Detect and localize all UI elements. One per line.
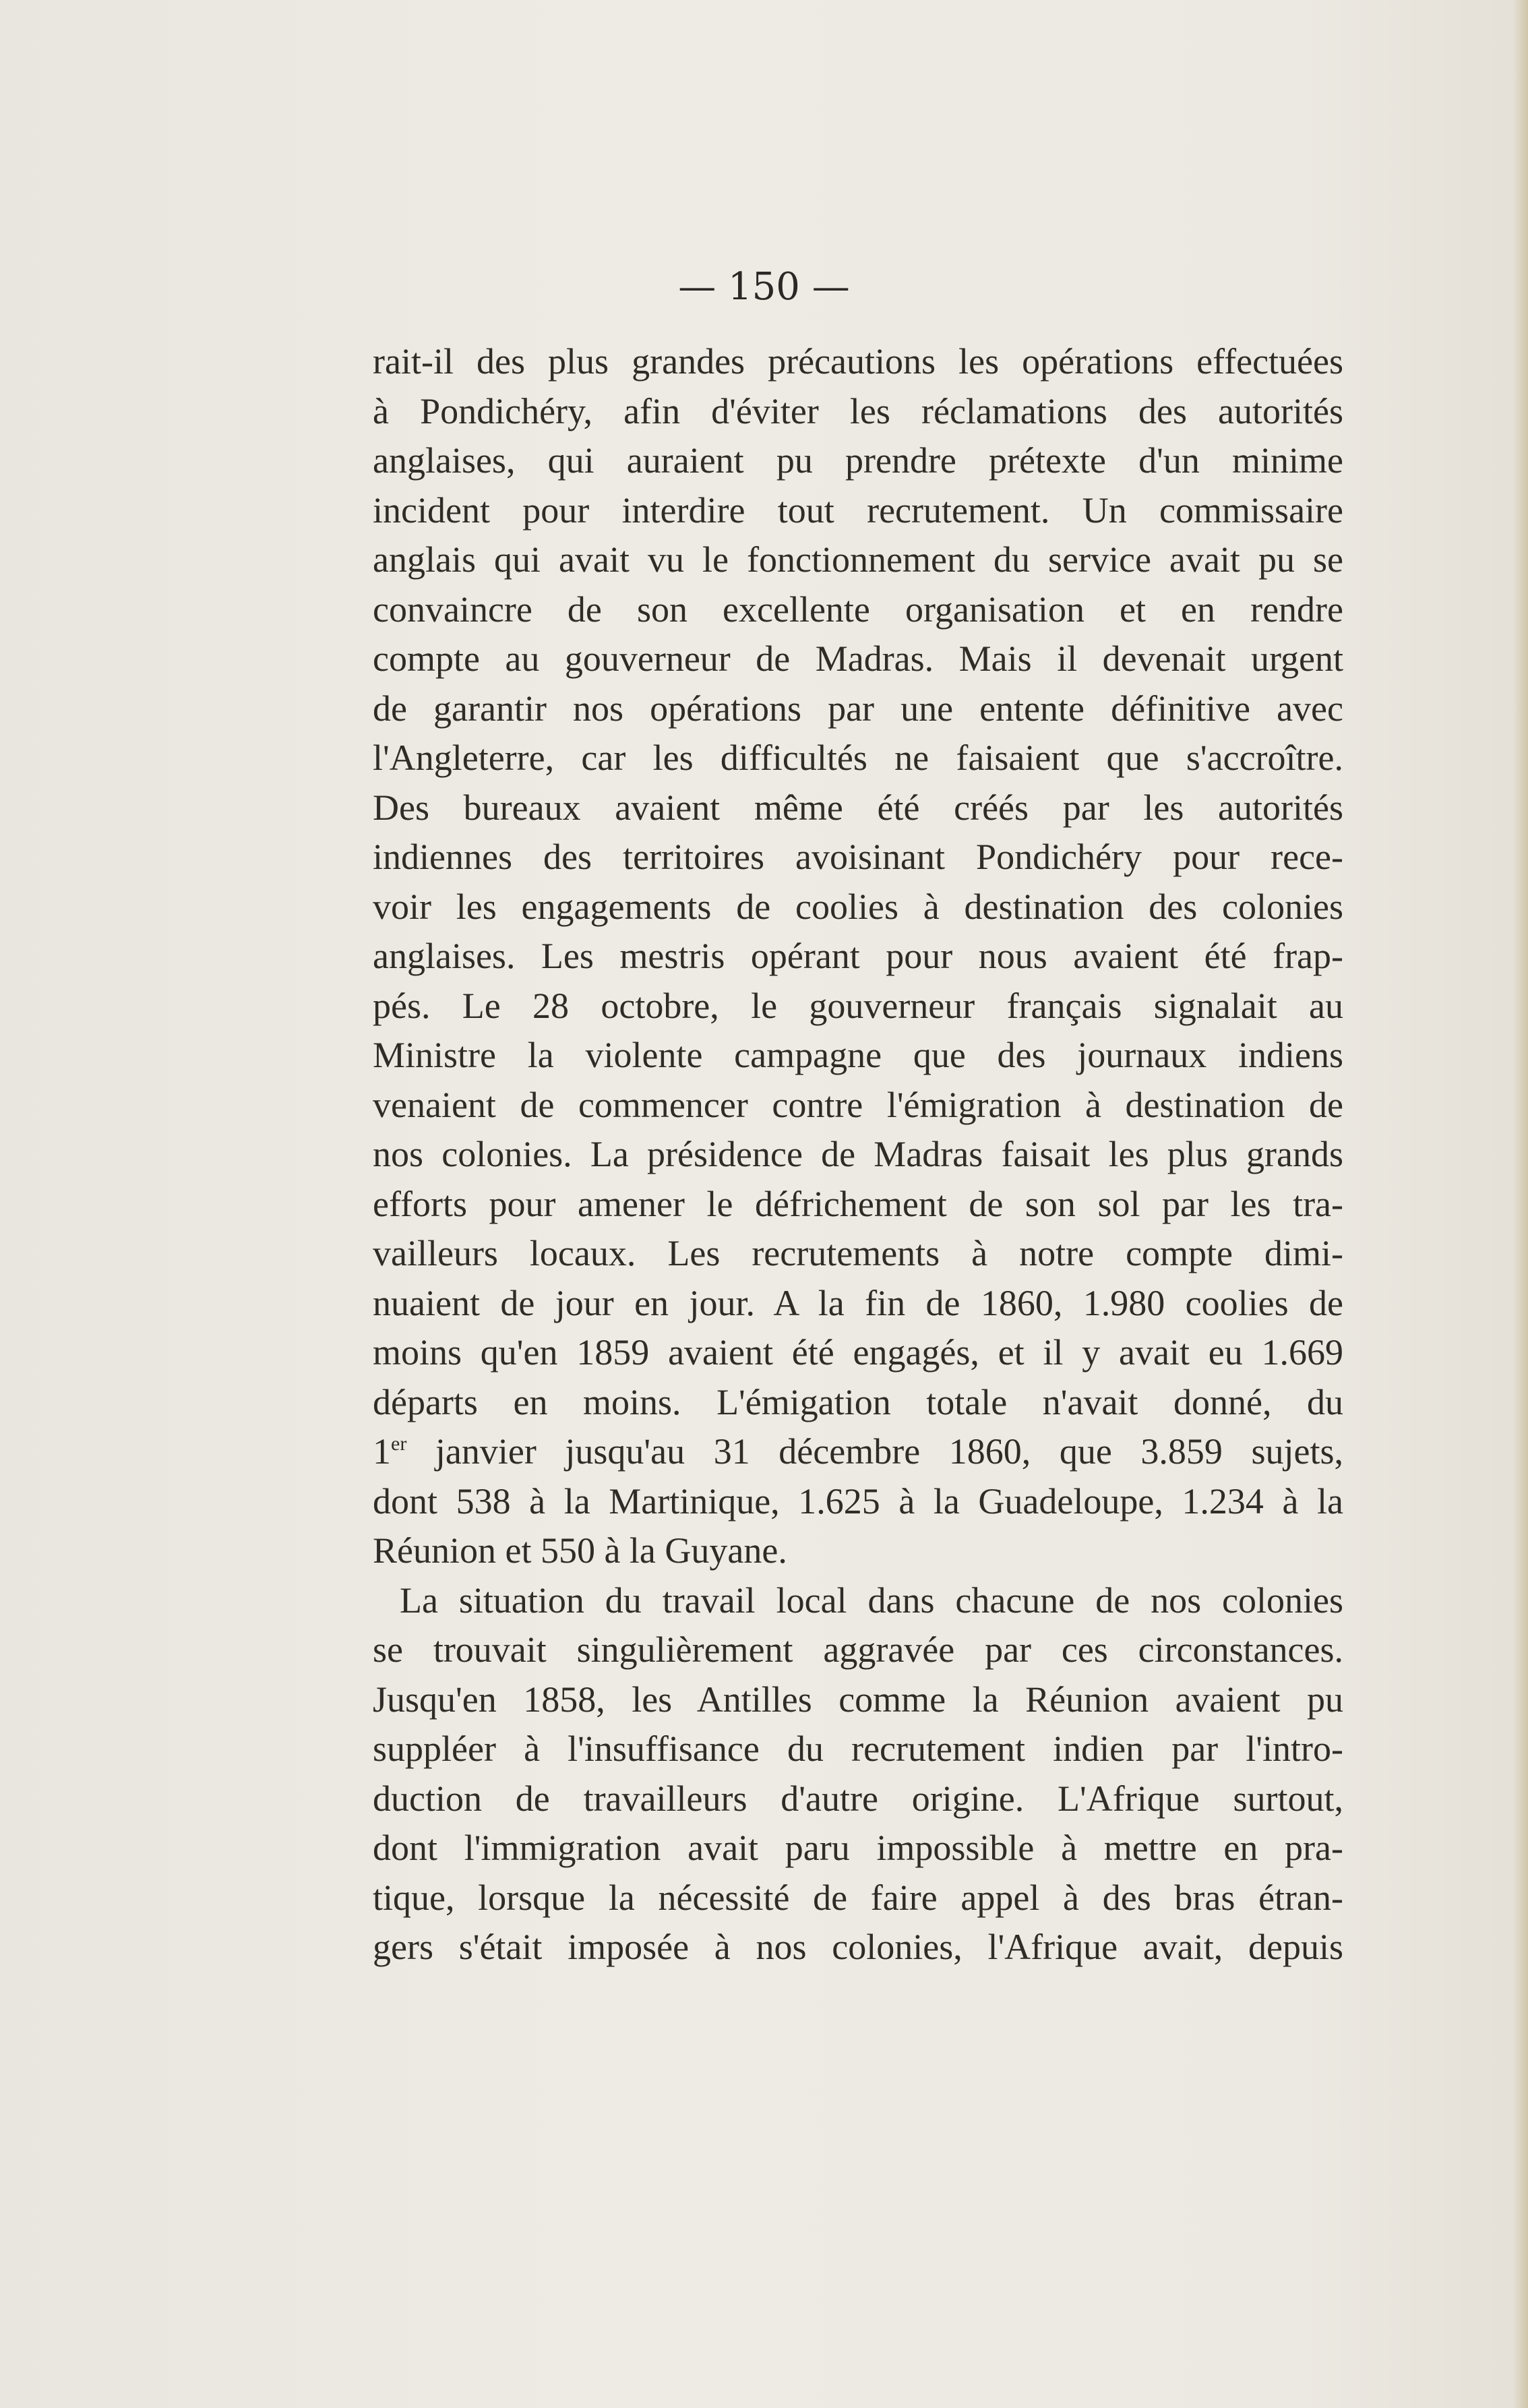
ordinal-number: 1 (373, 1431, 391, 1472)
text-line: dont 538 à la Martinique, 1.625 à la Guadeloupe, 1.234 à la (373, 1480, 1343, 1522)
text-line: suppléer à l'insuffisance du recrutement indien par l'intro- (373, 1728, 1343, 1769)
text-line: Des bureaux avaient même été créés par les autorités (373, 787, 1343, 828)
text-line: l'Angleterre, car les difficultés ne faisaient que s'accroître. (373, 738, 1343, 778)
page-number: — 150 — (678, 265, 850, 309)
text-line: convaincre de son excellente organisation et en rendre (373, 589, 1343, 630)
text-line: anglaises, qui auraient pu prendre prétexte d'un minime (373, 440, 1343, 481)
body-text (373, 337, 1343, 1973)
text-line: gers s'était imposée à nos colonies, l'Afrique avait, depuis (373, 1927, 1343, 1967)
text-line: indiennes des territoires avoisinant Pondichéry pour rece- (373, 837, 1343, 877)
text-line: Jusqu'en 1858, les Antilles comme la Réunion avaient pu (373, 1679, 1343, 1720)
text-line: départs en moins. L'émigation totale n'avait donné, du (373, 1381, 1343, 1422)
text-line: anglais qui avait vu le fonctionnement du service avait pu se (373, 539, 1343, 580)
paragraph-start-line: La situation du travail local dans chacune de nos colonies (400, 1579, 1343, 1621)
ordinal-superscript: er (391, 1433, 407, 1455)
text-line-rest: janvier jusqu'au 31 décembre 1860, que 3.859 sujets, (406, 1431, 1343, 1472)
text-line: compte au gouverneur de Madras. Mais il devenait urgent (373, 638, 1343, 679)
text-line: vailleurs locaux. Les recrutements à notre compte dimi- (373, 1233, 1343, 1273)
text-line: voir les engagements de coolies à destination des colonies (373, 886, 1343, 927)
text-line: incident pour interdire tout recrutement. Un commissaire (373, 489, 1343, 531)
text-line: tique, lorsque la nécessité de faire appel à des bras étran- (373, 1877, 1343, 1918)
text-line: dont l'immigration avait paru impossible à mettre en pra- (373, 1828, 1343, 1868)
text-line: rait-il des plus grandes précautions les opérations effectuées (373, 341, 1343, 382)
text-line: se trouvait singulièrement aggravée par ces circonstances. (373, 1629, 1343, 1670)
page-edge-shadow (1513, 0, 1528, 2408)
text-line: pés. Le 28 octobre, le gouverneur français signalait au (373, 985, 1343, 1026)
text-line-janvier (373, 1427, 1343, 1477)
text-line: nuaient de jour en jour. A la fin de 1860, 1.980 coolies de (373, 1282, 1343, 1323)
text-line: de garantir nos opérations par une entente définitive avec (373, 688, 1343, 729)
text-line: efforts pour amener le défrichement de son sol par les tra- (373, 1183, 1343, 1224)
text-line: Ministre la violente campagne que des journaux indiens (373, 1035, 1343, 1075)
text-line: moins qu'en 1859 avaient été engagés, et il y avait eu 1.669 (373, 1332, 1343, 1373)
text-line: à Pondichéry, afin d'éviter les réclamations des autorités (373, 390, 1343, 431)
text-line: venaient de commencer contre l'émigration à destination de (373, 1084, 1343, 1125)
text-line: anglaises. Les mestris opérant pour nous avaient été frap- (373, 936, 1343, 976)
text-line: duction de travailleurs d'autre origine. L'Afrique surtout, (373, 1778, 1343, 1819)
text-line: nos colonies. La présidence de Madras faisait les plus grands (373, 1134, 1343, 1174)
paragraph-end-line: Réunion et 550 à la Guyane. (373, 1530, 787, 1571)
